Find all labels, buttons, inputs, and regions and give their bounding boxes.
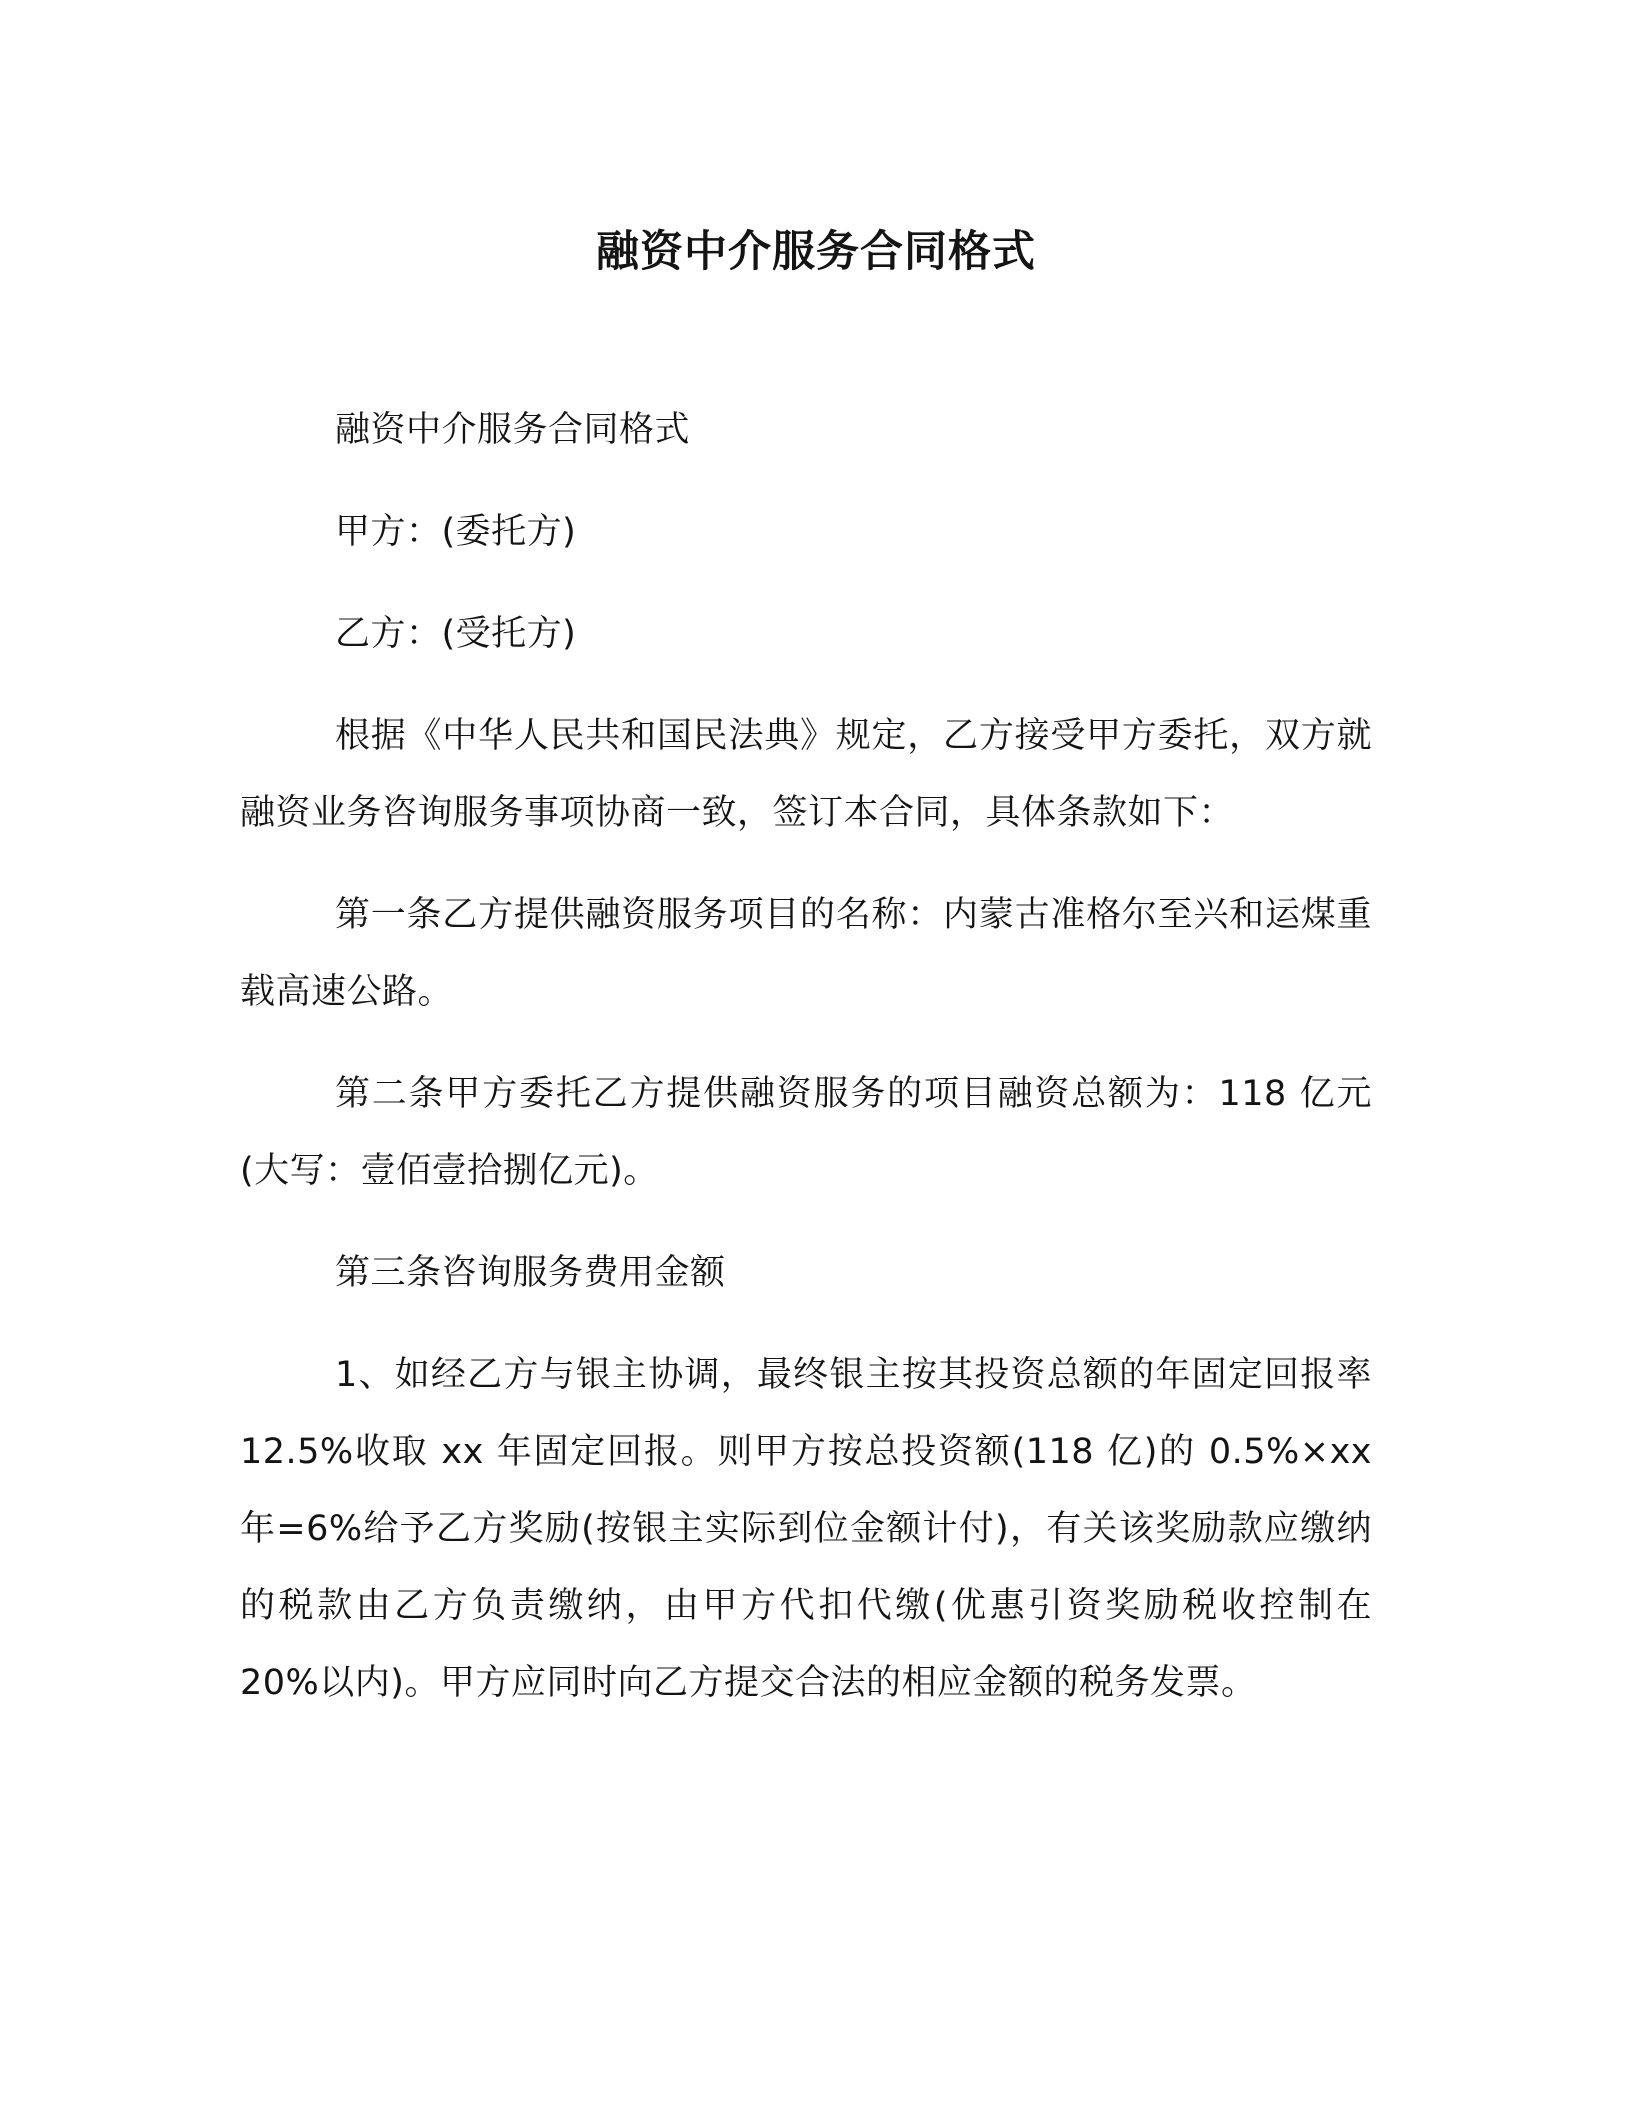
paragraph-article-3: 第三条咨询服务费用金额	[335, 1253, 726, 1293]
paragraph-article-1: 第一条乙方提供融资服务项目的名称：内蒙古准格尔至兴和运煤重载高速公路。	[240, 895, 1372, 1012]
document-title: 融资中介服务合同格式	[596, 227, 1036, 277]
paragraph-party-a: 甲方：(委托方)	[335, 512, 577, 552]
paragraph-article-3-item-1: 1、如经乙方与银主协调，最终银主按其投资总额的年固定回报率 12.5%收取 xx 年固定回报。则甲方按总投资额(118 亿)的 0.5%×xx 年=6%给予乙方奖励(按银主实际到位金额计付)，有关该奖励款应缴纳的税款由乙方负责缴纳，由甲方代扣代缴(优惠引资奖励税收控制在 20%以内)。甲方应同时向乙方提交合法的相应金额的税务发票。	[240, 1355, 1372, 1703]
paragraph-preamble: 根据《中华人民共和国民法典》规定，乙方接受甲方委托，双方就融资业务咨询服务事项协商一致，签订本合同，具体条款如下：	[240, 716, 1372, 833]
document-body	[240, 392, 1372, 1747]
paragraph-party-b: 乙方：(受托方)	[335, 614, 577, 654]
paragraph-article-2: 第二条甲方委托乙方提供融资服务的项目融资总额为：118 亿元(大写：壹佰壹拾捌亿元)。	[240, 1074, 1372, 1191]
paragraph-heading: 融资中介服务合同格式	[335, 410, 691, 450]
